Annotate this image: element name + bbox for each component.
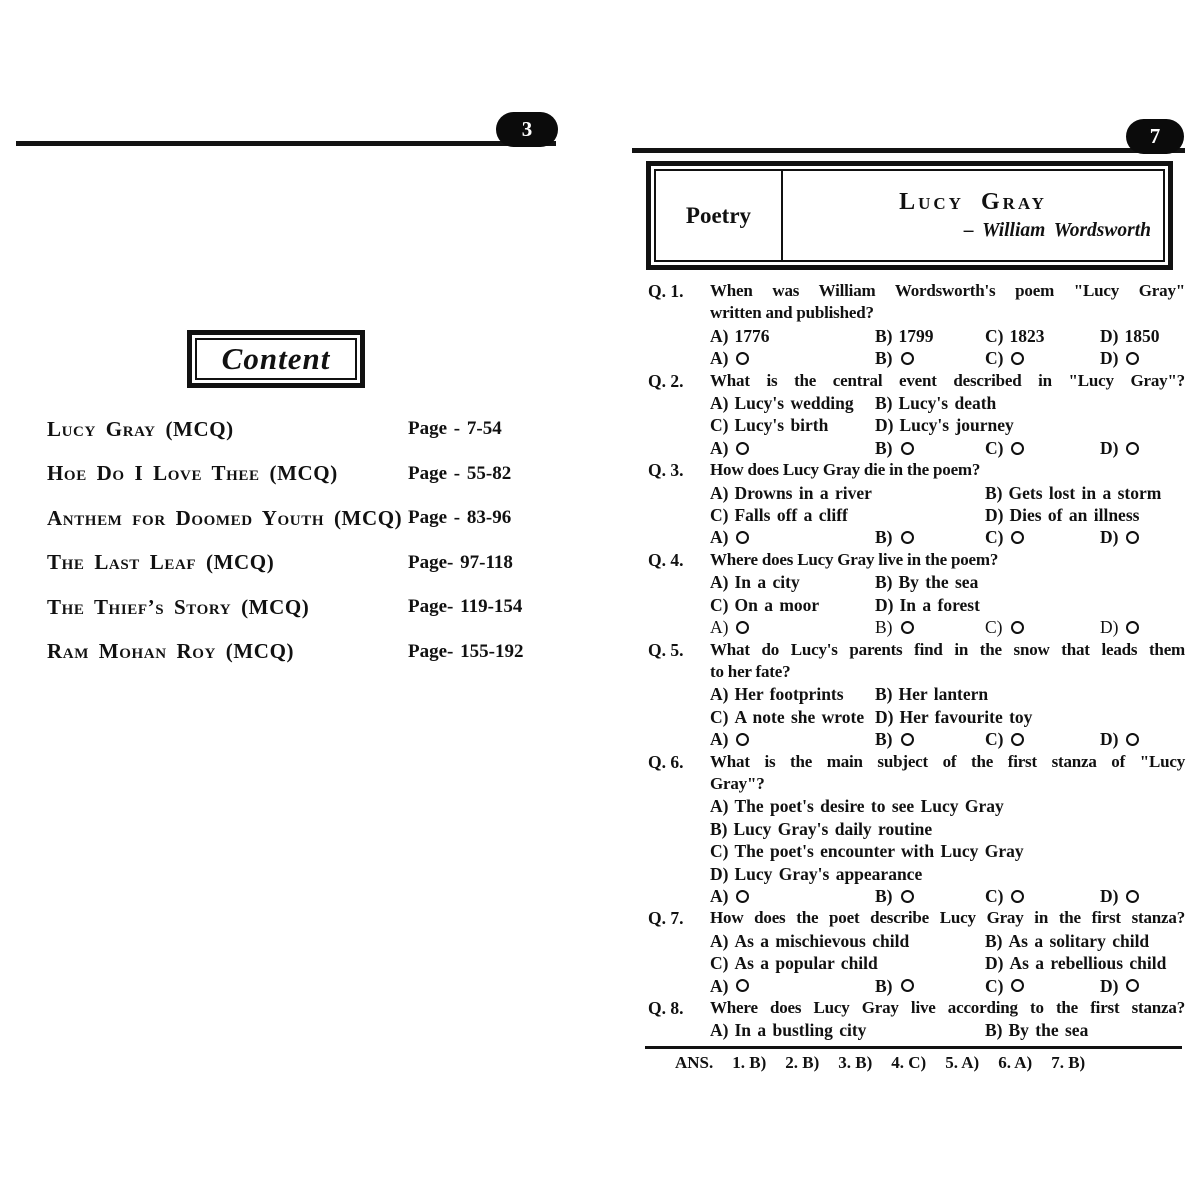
option-cell (710, 325, 875, 347)
question-block (648, 751, 1185, 908)
answer-bubble-row (710, 885, 1185, 907)
bubble-label: D) (1100, 975, 1119, 996)
option-label: B) (875, 684, 893, 705)
option-cell (710, 571, 875, 593)
option-text: Lucy Gray's appearance (734, 863, 923, 884)
answer-key-line (645, 1053, 1182, 1073)
question-body (710, 549, 1185, 639)
answer-bubble-cell (1100, 975, 1185, 997)
question-block (648, 639, 1185, 751)
option-label: C) (710, 706, 729, 727)
option-label: D) (710, 863, 729, 884)
option-row (710, 482, 1185, 504)
answer-bubble-cell (985, 885, 1100, 907)
answer-bubble-row (710, 437, 1185, 459)
bubble-label: C) (985, 437, 1004, 458)
bubble-label: B) (875, 527, 893, 548)
option-label: A) (710, 684, 729, 705)
option-text: As a popular child (734, 953, 878, 974)
question-body (710, 280, 1185, 370)
option-label: A) (710, 393, 729, 414)
toc-entry-page: Page - 55-82 (408, 462, 512, 484)
option-row (710, 504, 1185, 526)
option-text: Her footprints (734, 684, 844, 705)
answer-bubble-cell (1100, 347, 1185, 369)
option-cell (985, 952, 1185, 974)
option-label: B) (875, 572, 893, 593)
option-label: C) (710, 505, 729, 526)
option-text: Gets lost in a storm (1008, 482, 1162, 503)
toc-entry-page: Page- 97-118 (408, 551, 513, 573)
option-text: By the sea (1008, 1020, 1089, 1041)
answer-bubble-icon (736, 442, 749, 455)
answer-bubble-icon (1126, 442, 1139, 455)
answer-bubble-row (710, 616, 1185, 638)
chapter-category-cell (656, 171, 783, 260)
answer-bubble-icon (1126, 979, 1139, 992)
bubble-label: C) (985, 527, 1004, 548)
option-cell (875, 414, 1185, 436)
bubble-label: D) (1100, 729, 1119, 750)
question-body (710, 370, 1185, 460)
bubble-label: A) (710, 437, 729, 458)
question-text-line: Gray"? (710, 773, 765, 793)
option-text: The poet's desire to see Lucy Gray (734, 796, 1004, 817)
option-row (710, 863, 1185, 885)
answer-bubble-icon (1011, 352, 1024, 365)
toc-entry-page: Page- 119-154 (408, 596, 523, 618)
bubble-label: C) (985, 885, 1004, 906)
option-label: C) (710, 953, 729, 974)
answer-bubble-icon (1011, 531, 1024, 544)
toc-entry-title: Ram Mohan Roy (MCQ) (47, 639, 295, 664)
answer-bubble-cell (985, 526, 1100, 548)
question-number: Q. 1. (648, 281, 684, 301)
answer-bubble-icon (901, 979, 914, 992)
option-cell (875, 706, 1185, 728)
option-text: In a forest (899, 594, 980, 615)
toc-row (47, 496, 577, 541)
toc-entry-title: Anthem for Doomed Youth (MCQ) (47, 505, 403, 530)
chapter-header-inner (654, 169, 1165, 262)
option-cell (710, 683, 875, 705)
option-cell (985, 1019, 1185, 1041)
answer-bubble-cell (985, 347, 1100, 369)
option-cell (985, 930, 1185, 952)
answer-item: 2. B) (785, 1053, 820, 1072)
question-text-line: written and published? (710, 303, 874, 323)
option-label: A) (710, 482, 729, 503)
option-text: 1823 (1009, 325, 1045, 346)
option-text: Lucy Gray's daily routine (733, 818, 933, 839)
option-text: Drowns in a river (734, 482, 872, 503)
question-text-line: What is the central event described in "Lucy Gray"? (710, 370, 1185, 390)
answer-bubble-icon (901, 442, 914, 455)
option-cell (710, 594, 875, 616)
toc-row (47, 585, 577, 630)
question-text-line: to her fate? (710, 661, 791, 681)
content-title-box (187, 330, 365, 388)
toc-entry-title: Lucy Gray (MCQ) (47, 416, 234, 441)
option-label: B) (985, 1020, 1003, 1041)
option-label: D) (985, 505, 1004, 526)
question-block (648, 459, 1185, 549)
answer-bubble-icon (1126, 352, 1139, 365)
option-label: B) (875, 393, 893, 414)
question-number: Q. 5. (648, 639, 684, 660)
question-block (648, 907, 1185, 997)
option-text: A note she wrote (734, 706, 865, 727)
answer-bubble-icon (901, 531, 914, 544)
bubble-label: A) (710, 975, 729, 996)
toc-entry-title: The Last Leaf (MCQ) (47, 550, 275, 575)
bubble-label: A) (710, 885, 729, 906)
answer-bubble-cell (1100, 437, 1185, 459)
answer-bubble-cell (875, 437, 985, 459)
option-row (710, 414, 1185, 436)
toc-row (47, 407, 577, 452)
option-text: 1850 (1124, 325, 1160, 346)
answer-item: 7. B) (1051, 1053, 1086, 1072)
answer-bubble-cell (875, 526, 985, 548)
toc-entry-page: Page - 7-54 (408, 418, 502, 440)
option-cell (710, 504, 985, 526)
answer-bubble-icon (1126, 890, 1139, 903)
answer-bubble-cell (710, 885, 875, 907)
answer-key-strip (645, 1046, 1182, 1073)
answer-bubble-cell (985, 616, 1100, 638)
option-cell (875, 594, 1185, 616)
option-text: Falls off a cliff (734, 505, 848, 526)
option-cell (875, 683, 1185, 705)
option-text: Lucy's journey (899, 415, 1014, 436)
option-row (710, 325, 1185, 347)
answer-item: 3. B) (838, 1053, 873, 1072)
option-label: A) (710, 1020, 729, 1041)
question-text-line: How does the poet describe Lucy Gray in the first stanza? (710, 908, 1185, 928)
answer-bubble-icon (1011, 442, 1024, 455)
bubble-label: D) (1100, 527, 1119, 548)
answer-key-label: ANS. (675, 1053, 714, 1072)
answer-item: 1. B) (732, 1053, 767, 1072)
option-cell (710, 863, 1185, 885)
question-number: Q. 8. (648, 998, 684, 1018)
toc-row (47, 630, 577, 675)
answer-bubble-cell (1100, 616, 1185, 638)
answer-bubble-icon (736, 890, 749, 903)
bubble-label: D) (1100, 348, 1119, 369)
chapter-category: Poetry (685, 202, 752, 228)
answer-bubble-icon (736, 531, 749, 544)
answer-bubble-icon (1011, 621, 1024, 634)
chapter-header-box (646, 161, 1173, 270)
right-page-top-rule (632, 148, 1185, 153)
option-cell (710, 392, 875, 414)
answer-bubble-cell (710, 975, 875, 997)
bubble-label: B) (875, 437, 893, 458)
option-row (710, 571, 1185, 593)
answer-bubble-cell (875, 347, 985, 369)
answer-bubble-cell (1100, 885, 1185, 907)
option-label: D) (985, 953, 1004, 974)
answer-bubble-icon (901, 890, 914, 903)
option-cell (710, 952, 985, 974)
question-number: Q. 4. (648, 549, 684, 570)
bubble-label: A) (710, 729, 729, 750)
option-text: The poet's encounter with Lucy Gray (734, 841, 1024, 862)
bubble-label: D) (1100, 885, 1119, 906)
option-text: Lucy's birth (734, 415, 829, 436)
bubble-label: D) (1100, 437, 1119, 458)
toc-row (47, 452, 577, 497)
answer-bubble-row (710, 728, 1185, 750)
option-label: A) (710, 796, 729, 817)
option-text: Her lantern (898, 684, 989, 705)
option-text: Dies of an illness (1009, 505, 1140, 526)
answer-bubble-cell (985, 728, 1100, 750)
option-label: B) (985, 930, 1003, 951)
option-text: As a mischievous child (734, 930, 910, 951)
option-text: As a rebellious child (1009, 953, 1167, 974)
right-page-number: 7 (1149, 124, 1161, 148)
option-row (710, 952, 1185, 974)
question-text-line: What is the main subject of the first stanza of "Lucy (710, 751, 1185, 771)
bubble-label: A) (710, 617, 729, 638)
option-text: 1776 (734, 325, 770, 346)
option-cell (710, 840, 1185, 862)
option-cell (985, 325, 1100, 347)
answer-bubble-icon (736, 621, 749, 634)
answer-bubble-cell (875, 616, 985, 638)
answer-bubble-icon (1126, 531, 1139, 544)
option-cell (710, 1019, 985, 1041)
option-label: B) (875, 325, 893, 346)
answer-bubble-icon (736, 979, 749, 992)
content-title-box-inner (195, 338, 357, 380)
content-title: Content (221, 341, 331, 376)
option-text: 1799 (898, 325, 934, 346)
option-label: C) (710, 594, 729, 615)
option-label: A) (710, 930, 729, 951)
option-label: A) (710, 325, 729, 346)
option-cell (710, 930, 985, 952)
bubble-label: B) (875, 348, 893, 369)
answer-bubble-row (710, 347, 1185, 369)
option-label: D) (1100, 325, 1119, 346)
option-cell (710, 706, 875, 728)
question-text-line: Where does Lucy Gray live according to the first stanza? (710, 998, 1185, 1017)
toc-entry-title: Hoe Do I Love Thee (MCQ) (47, 461, 338, 486)
answer-bubble-cell (875, 975, 985, 997)
answer-bubble-cell (710, 728, 875, 750)
answer-bubble-icon (1126, 733, 1139, 746)
answer-bubble-icon (736, 352, 749, 365)
option-text: On a moor (734, 594, 820, 615)
question-text-line: Where does Lucy Gray live in the poem? (710, 549, 999, 569)
left-page-top-rule (16, 141, 556, 146)
option-cell (985, 482, 1185, 504)
answer-bubble-cell (985, 437, 1100, 459)
option-cell (875, 392, 1185, 414)
option-label: C) (710, 841, 729, 862)
option-cell (710, 414, 875, 436)
question-body (710, 997, 1185, 1042)
bubble-label: B) (875, 885, 893, 906)
answer-bubble-icon (901, 352, 914, 365)
chapter-title-cell (783, 171, 1163, 260)
option-label: B) (985, 482, 1003, 503)
question-block (648, 280, 1185, 370)
answer-bubble-cell (710, 437, 875, 459)
answer-bubble-icon (1011, 979, 1024, 992)
bubble-label: B) (875, 729, 893, 750)
option-text: Lucy's death (898, 393, 997, 414)
question-block (648, 370, 1185, 460)
question-number: Q. 2. (648, 370, 684, 391)
option-cell (710, 795, 1185, 817)
question-block (648, 997, 1185, 1042)
option-cell (985, 504, 1185, 526)
option-cell (875, 325, 985, 347)
question-body (710, 907, 1185, 997)
toc-row (47, 541, 577, 586)
question-list (648, 280, 1185, 1042)
answer-item: 4. C) (891, 1053, 927, 1072)
option-row (710, 392, 1185, 414)
option-row (710, 706, 1185, 728)
option-text: As a solitary child (1008, 930, 1150, 951)
toc-entry-title: The Thief’s Story (MCQ) (47, 594, 310, 619)
toc-entry-page: Page- 155-192 (408, 640, 524, 662)
poem-title: Lucy Gray (899, 189, 1047, 215)
question-body (710, 639, 1185, 751)
bubble-label: D) (1100, 617, 1119, 638)
option-label: D) (875, 594, 894, 615)
question-number: Q. 6. (648, 751, 684, 772)
answer-bubble-icon (1126, 621, 1139, 634)
answer-bubble-cell (710, 347, 875, 369)
option-label: C) (710, 415, 729, 436)
option-text: In a city (734, 572, 800, 593)
option-text: In a bustling city (734, 1020, 867, 1041)
left-page-number-badge (496, 112, 558, 147)
option-cell (875, 571, 1185, 593)
question-number: Q. 3. (648, 460, 684, 481)
bubble-label: C) (985, 348, 1004, 369)
option-text: By the sea (898, 572, 979, 593)
answer-bubble-icon (901, 733, 914, 746)
toc-entry-page: Page - 83-96 (408, 507, 512, 529)
option-text: Her favourite toy (899, 706, 1033, 727)
answer-bubble-cell (985, 975, 1100, 997)
question-body (710, 751, 1185, 908)
bubble-label: C) (985, 617, 1003, 638)
answer-bubble-icon (901, 621, 914, 634)
option-cell (710, 818, 1185, 840)
question-block (648, 549, 1185, 639)
answer-bubble-cell (710, 616, 875, 638)
answer-bubble-row (710, 526, 1185, 548)
answer-bubble-cell (710, 526, 875, 548)
answer-bubble-cell (875, 728, 985, 750)
option-row (710, 795, 1185, 817)
answer-bubble-cell (875, 885, 985, 907)
bubble-label: A) (710, 348, 729, 369)
option-row (710, 594, 1185, 616)
option-text: Lucy's wedding (734, 393, 854, 414)
bubble-label: C) (985, 729, 1004, 750)
answer-bubble-icon (1011, 890, 1024, 903)
option-label: C) (985, 325, 1004, 346)
option-row (710, 1019, 1185, 1041)
option-cell (710, 482, 985, 504)
answer-bubble-cell (1100, 526, 1185, 548)
question-text-line: When was William Wordsworth's poem "Lucy Gray" (710, 281, 1185, 300)
left-page-number: 3 (521, 117, 533, 141)
answer-item: 5. A) (945, 1053, 980, 1072)
bubble-label: C) (985, 975, 1004, 996)
option-row (710, 840, 1185, 862)
option-label: A) (710, 572, 729, 593)
bubble-label: A) (710, 527, 729, 548)
poem-author: – William Wordsworth (963, 220, 1151, 241)
option-label: D) (875, 706, 894, 727)
question-text-line: How does Lucy Gray die in the poem? (710, 460, 981, 480)
option-row (710, 818, 1185, 840)
table-of-contents (47, 407, 577, 674)
answer-bubble-icon (1011, 733, 1024, 746)
question-body (710, 459, 1185, 549)
bubble-label: B) (875, 975, 893, 996)
answer-bubble-row (710, 975, 1185, 997)
bubble-label: B) (875, 617, 893, 638)
option-cell (1100, 325, 1185, 347)
option-label: B) (710, 818, 728, 839)
question-text-line: What do Lucy's parents find in the snow that leads them (710, 639, 1185, 659)
option-row (710, 683, 1185, 705)
option-row (710, 930, 1185, 952)
right-page-number-badge (1126, 119, 1184, 154)
option-label: D) (875, 415, 894, 436)
answer-item: 6. A) (998, 1053, 1033, 1072)
question-number: Q. 7. (648, 908, 684, 929)
answer-bubble-cell (1100, 728, 1185, 750)
answer-bubble-icon (736, 733, 749, 746)
